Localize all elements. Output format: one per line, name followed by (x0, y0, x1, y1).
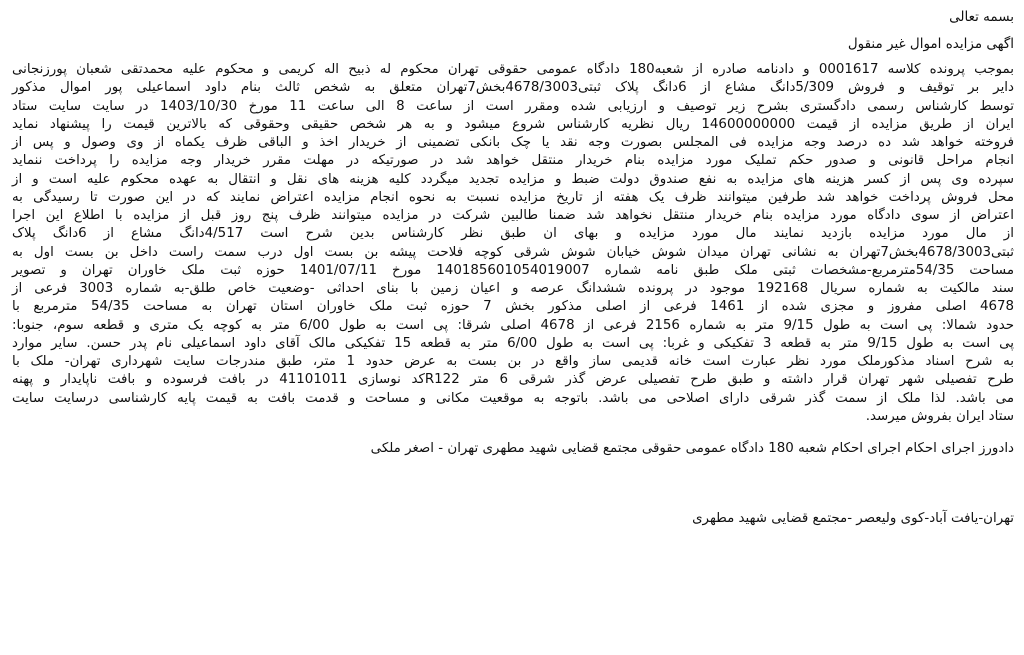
body-line: انجام مراحل قانونی و صدور حکم تملیک مورد مزایده بنام خریدار منتقل خواهد شد در صورتیکه در مهلت مقرر خریدار وجه مزایده را پرداخت ننماید (12, 153, 1014, 169)
address-line: تهران-یافت آباد-کوی ولیعصر -مجتمع قضایی شهید مطهری (692, 511, 1014, 526)
notice-title: اگهی مزایده اموال غیر منقول (847, 36, 1014, 52)
body-line: پی است به طول 9/15 متر به قطعه 3 تفکیکی و غربا: پی است به طول 6/00 متر به قطعه 15 تفکیکی مالک آقای داود اسماعیلی نام پدر حسن. سایر موارد (12, 335, 1014, 351)
body-line: سند مالکیت به شماره سریال 192168 موجود در پرونده ششدانگ عرصه و اعیان زمین با بنای احداثی -وضعیت خاص طلق-به شماره 3003 فرعی از (12, 281, 1014, 296)
notice-body (12, 61, 1014, 426)
body-line: توسط کارشناس رسمی دادگستری بشرح زیر توصیف و ارزیابی شده ومقرر است از ساعت 8 الی ساعت 11 مورخ 1403/10/30 در سایت سایت ستاد (12, 98, 1014, 114)
body-line: سپرده وی پس از کسر هزینه های مزایده به نفع صندوق دولت ضبط و مزایده تجدید میگردد کلیه هزینه های نقل و انتقال به عهده محکوم علیه است و از (12, 171, 1014, 187)
signature-line: دادورز اجرای احکام اجرای احکام شعبه 180 دادگاه عمومی حقوقی مجتمع قضایی شهید مطهری تهران - اصغر ملکی (370, 441, 1014, 456)
body-line: ثبتی4678/3003بخش7تهران به نشانی تهران میدان شوش خیابان شوش شرقی کوچه فلاحت پیشه بن بست اول درب سمت راست داخل بن بست اول به (12, 244, 1014, 260)
body-line: 4678 اصلی مفروز و مجزی شده از 1461 فرعی از اصلی مذکور بخش 7 حوزه ثبت ملک خاوران استان تهران به مساحت 54/35 مترمربع با (12, 299, 1015, 315)
bismillah-heading: بسمه تعالی (949, 9, 1014, 25)
body-line: ایران از طریق مزایده از قیمت 14600000000 ریال نظریه کارشناس شروع میشود و به هر شخص حقیقی وحقوقی که بالاترین قیمت را پیشنهاد نماید (12, 116, 1014, 132)
body-line: دایر بر توقیف و فروش 5/309دانگ مشاع از 6دانگ پلاک ثبتی4678/3003بخش7تهران متعلق به شخص ثالث بنام داود اسماعیلی پور اموال مذکور (12, 80, 1014, 96)
body-line: ستاد ایران بفروش میرسد. (865, 408, 1014, 424)
body-line: طرح تفصیلی شهر تهران قرار داشته و طبق طرح تفصیلی عرض گذر شرقی 6 متر R122کد نوسازی 41101011 در بافت فرسوده و بافت ناپایدار و پهنه (12, 372, 1014, 388)
body-line: حدود شمالا: پی است به طول 9/15 متر به شماره 2156 فرعی از 4678 اصلی شرقا: پی است به طول 6/00 متر به کوچه یک متری و قطعه سوم، جنوبا: (12, 317, 1014, 333)
body-line: از مال مورد مزایده بازدید نمایند مال مورد مزایده و بهای ان طبق نظر کارشناس بدین شرح است 4/517دانگ مشاع از 6دانگ پلاک (12, 226, 1014, 242)
body-line: فروخته خواهد شد ده درصد وجه مزایده فی المجلس بصورت وجه نقد یا چک بانکی تضمینی از خریدار اخذ و الباقی ظرف یکماه از وی وصول و پس از (12, 135, 1014, 150)
body-line: بموجب پرونده کلاسه 0001617 و دادنامه صادره از شعبه180 دادگاه عمومی حقوقی تهران محکوم له ذبیح اله کریمی و محکوم علیه محمدتقی شعبان پورزنجانی (12, 62, 1014, 77)
body-line: محل فروش پرداخت خواهد شد طرفین میتوانند ظرف یک هفته از تاریخ مزایده نسبت به نحوه انجام مزایده اعتراض نمایند که در این صورت تا رسیدگی به (12, 189, 1014, 205)
body-line: اعتراض از سوی دادگاه مورد مزایده بنام خریدار منتقل نخواهد شد ضمنا طالبین شرکت در مزایده میتوانند ظرف پنج روز قبل از مزایده با اطلاع این اجرا (12, 208, 1014, 223)
body-line: می باشد. لذا ملک از سمت گذر شرقی دارای اصلاحی می باشد. باتوجه به موقعیت مکانی و مساحت و قدمت بافت به قیمت پایه کارشناسی درسایت سایت (12, 390, 1014, 406)
body-line: به شرح اسناد مذکورملک مورد نظر عبارت است خانه قدیمی ساز واقع در بن بست به عرض حدود 1 متر، طبق مندرجات سایت شهرداری تهران- ملک با (12, 354, 1014, 369)
body-line: مساحت 54/35مترمربع-مشخصات ثبتی ملک طبق نامه شماره 140185601054019007 مورخ 1401/07/11 حوزه ثبت ملک خاوران تهران و تصویر (12, 262, 1015, 278)
